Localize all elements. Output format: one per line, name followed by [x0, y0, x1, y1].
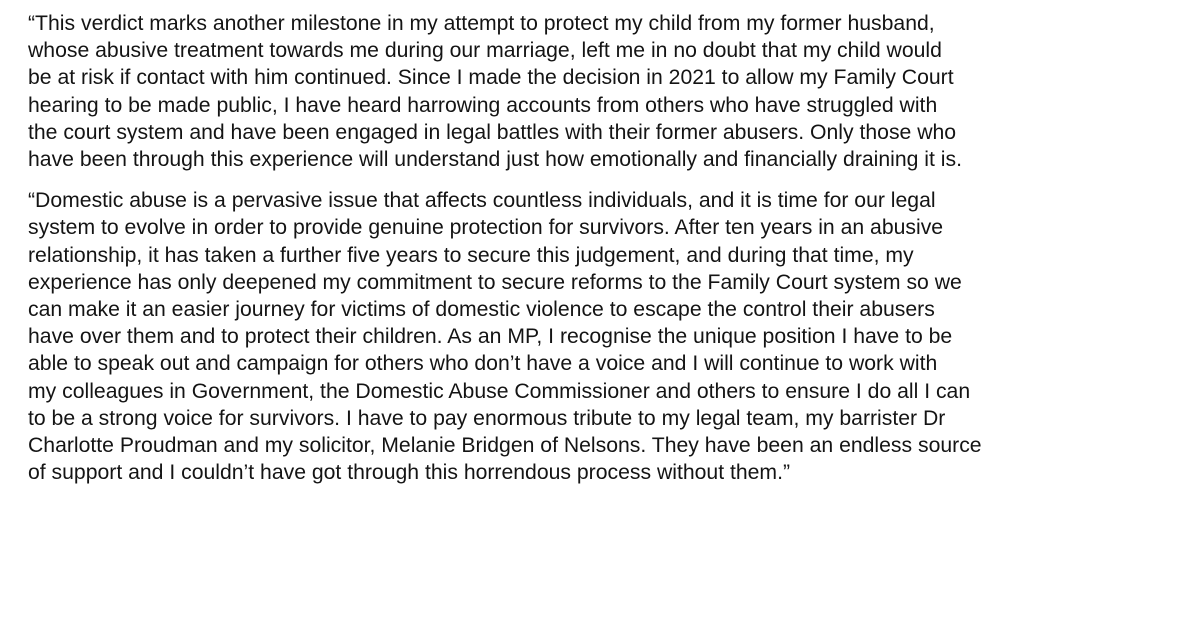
text-line: my colleagues in Government, the Domestic Abuse Commissioner and others to ensure I do all I can [28, 379, 971, 403]
text-line: hearing to be made public, I have heard harrowing accounts from others who have struggled with [28, 93, 938, 117]
text-line: relationship, it has taken a further five years to secure this judgement, and during that time, my [28, 243, 914, 267]
text-line: system to evolve in order to provide genuine protection for survivors. After ten years in an abusive [28, 216, 944, 240]
quote-paragraph-1 [28, 10, 1178, 173]
quote-document [28, 10, 1178, 500]
text-line: have over them and to protect their children. As an MP, I recognise the unique position I have to be [28, 325, 953, 349]
text-line: can make it an easier journey for victims of domestic violence to escape the control their abusers [28, 298, 935, 322]
text-line: Charlotte Proudman and my solicitor, Melanie Bridgen of Nelsons. They have been an endless source [28, 434, 982, 458]
text-line: able to speak out and campaign for others who don’t have a voice and I will continue to work with [28, 352, 938, 376]
text-line: of support and I couldn’t have got through this horrendous process without them.” [28, 461, 791, 485]
quote-paragraph-2 [28, 187, 1178, 486]
text-line: whose abusive treatment towards me during our marriage, left me in no doubt that my child would [28, 39, 942, 63]
text-line: “Domestic abuse is a pervasive issue that affects countless individuals, and it is time for our legal [28, 189, 936, 213]
text-line: experience has only deepened my commitment to secure reforms to the Family Court system so we [28, 270, 962, 294]
text-line: have been through this experience will understand just how emotionally and financially draining it is. [28, 148, 962, 172]
text-line: be at risk if contact with him continued. Since I made the decision in 2021 to allow my Family Court [28, 66, 954, 90]
text-line: “This verdict marks another milestone in my attempt to protect my child from my former husband, [28, 12, 935, 35]
text-line: the court system and have been engaged in legal battles with their former abusers. Only those who [28, 120, 957, 144]
text-line: to be a strong voice for survivors. I have to pay enormous tribute to my legal team, my barrister Dr [28, 406, 946, 430]
